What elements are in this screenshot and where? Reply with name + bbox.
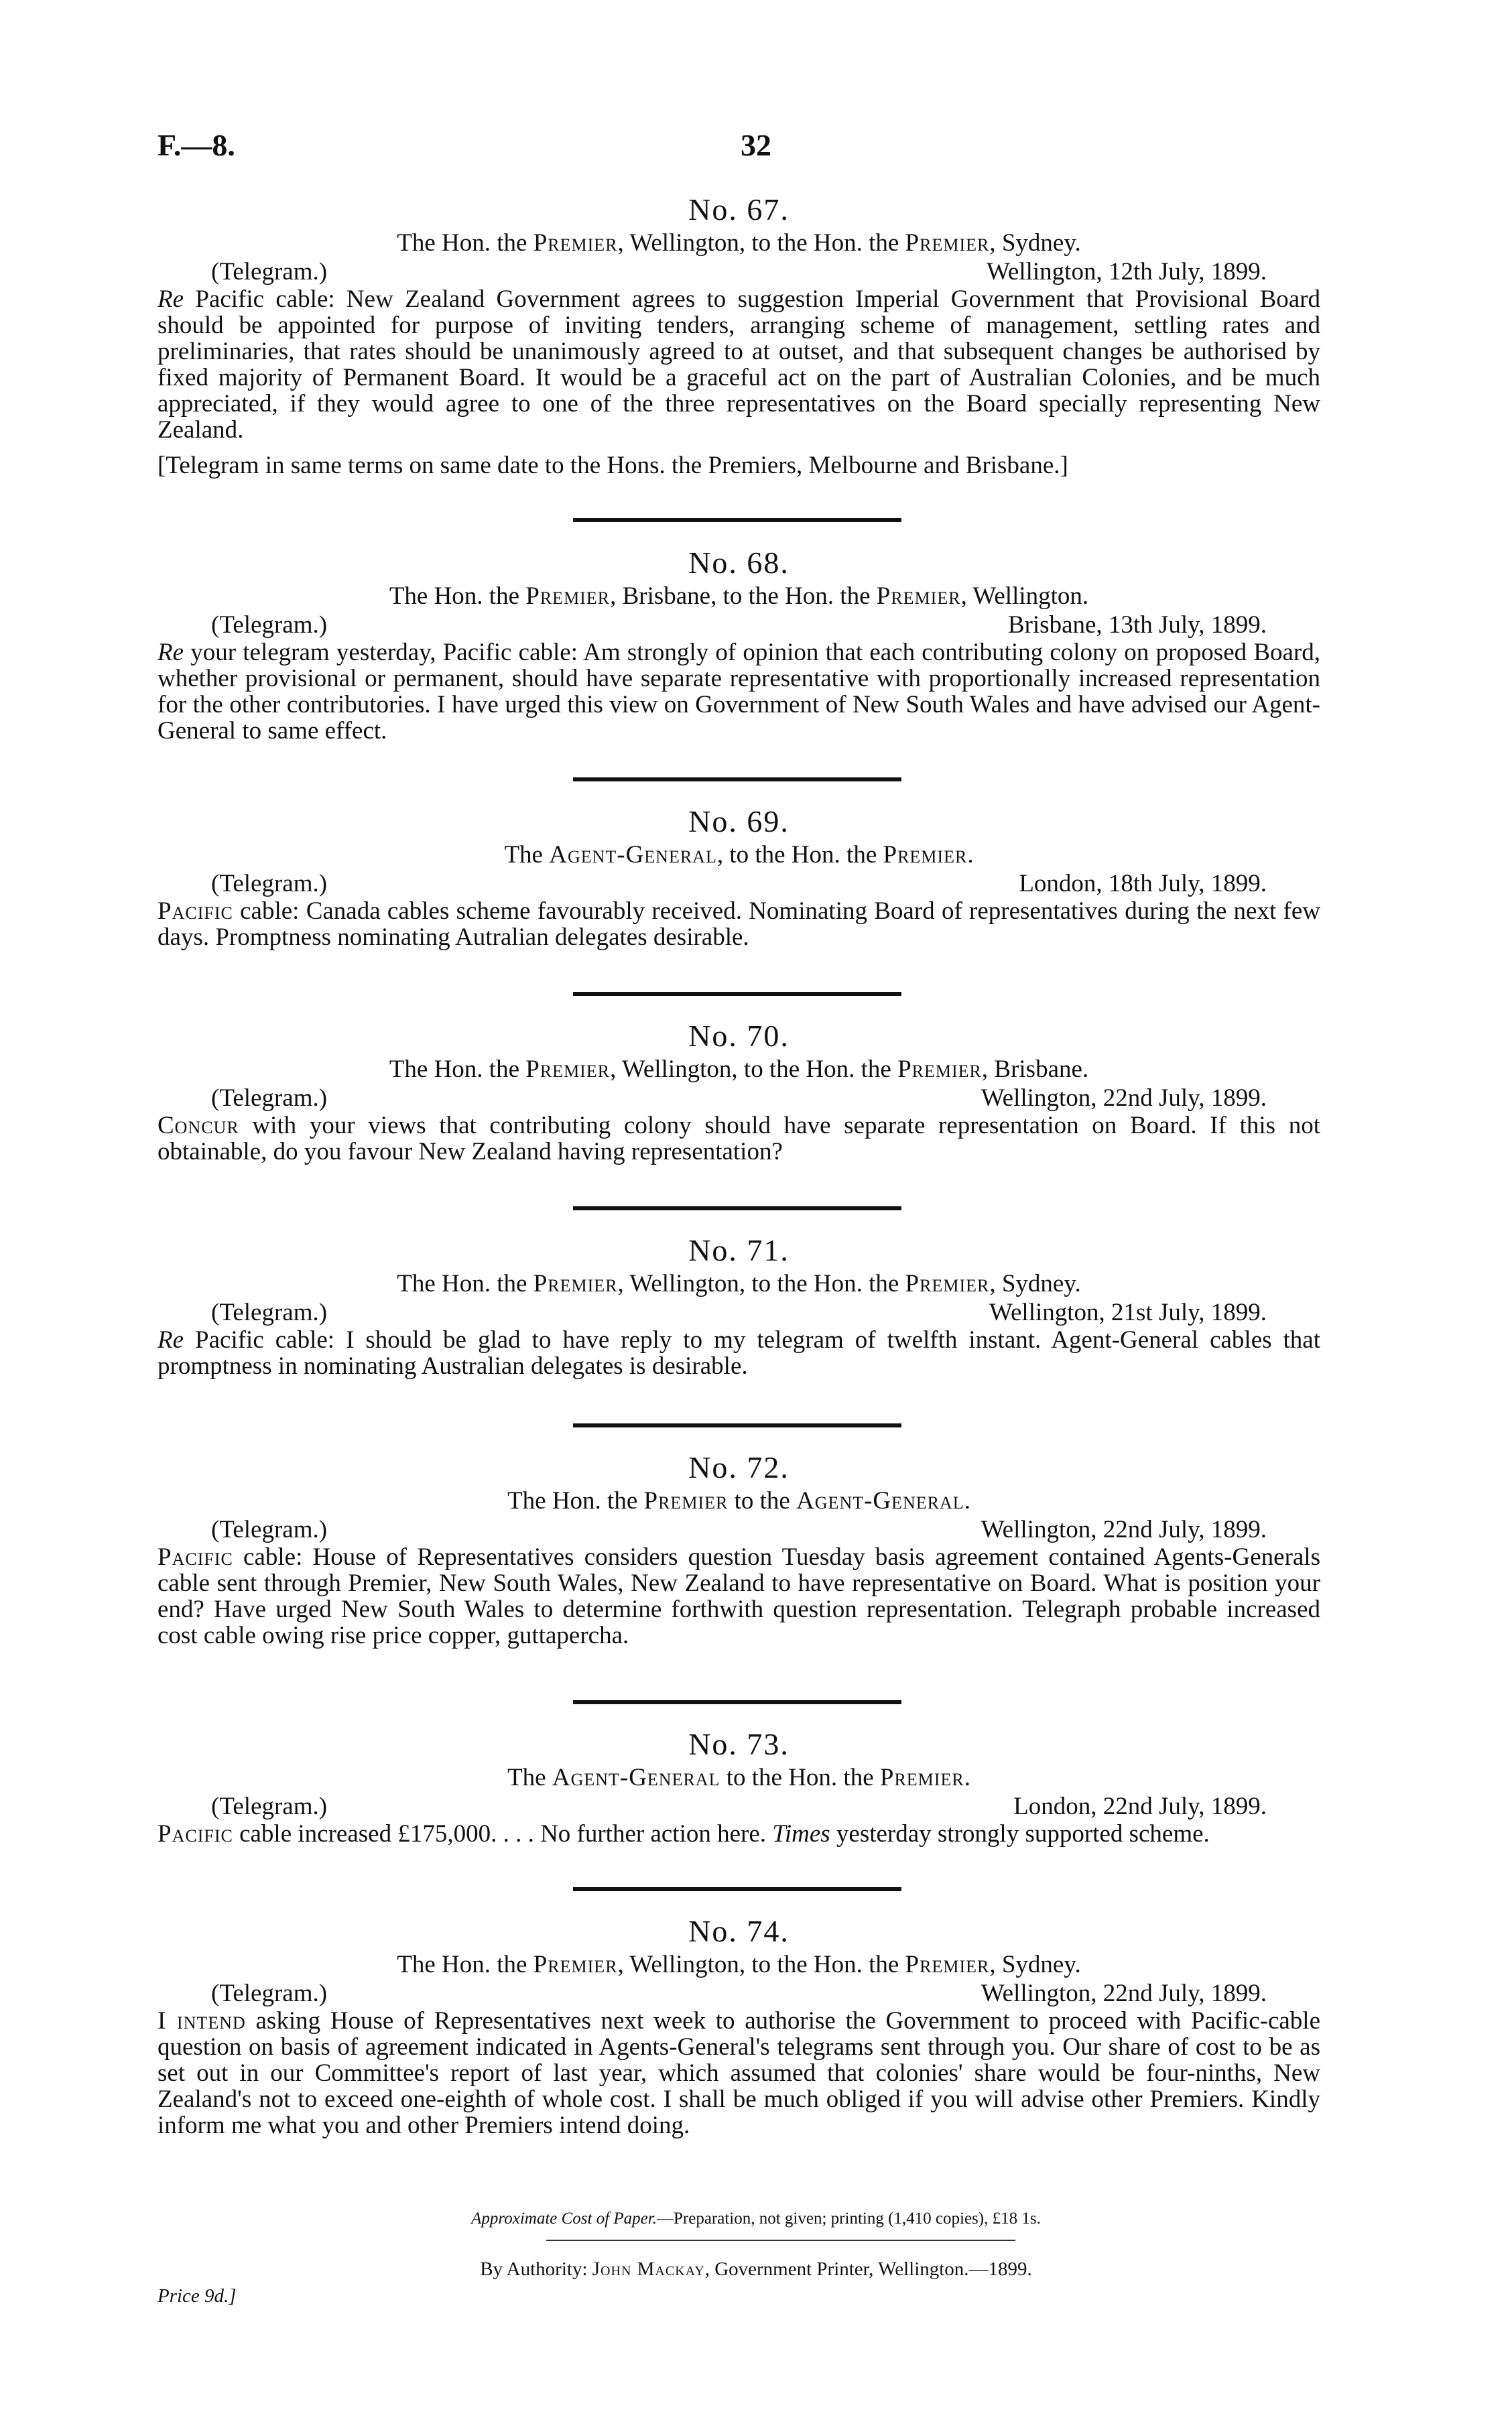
printer-authority: By Authority: John Mackay, Government Printer, Wellington.—1899. — [480, 2258, 1032, 2280]
telegram-sender: The Hon. the Premier, Wellington, to the Hon. the Premier, Sydney. — [397, 229, 1081, 257]
telegram-sender: The Agent-General, to the Hon. the Premier. — [504, 841, 974, 869]
telegram-body: Pacific cable: Canada cables scheme favourably received. Nominating Board of representatives during the next few days. Promptness nominating Autralian delegates desirable. — [158, 897, 1320, 951]
footer-divider — [546, 2240, 1015, 2241]
telegram-number: No. 74. — [688, 1914, 790, 1948]
price-label: Price 9d.] — [158, 2285, 237, 2307]
telegram-body: Re your telegram yesterday, Pacific cable: Am strongly of opinion that each contributing colony on proposed Board, whether provisional or permanent, should have separate representative with proportionally increased representation for the other contributories. I have urged this view on Government of New South Wales and have advised our Agent-General to same effect. — [158, 639, 1320, 745]
telegram-73 — [158, 1726, 1320, 1847]
section-divider — [573, 1206, 901, 1210]
approximate-cost-note: Approximate Cost of Paper.—Preparation, not given; printing (1,410 copies), £18 1s. — [471, 2210, 1041, 2228]
section-divider — [573, 1700, 901, 1704]
telegram-dateline: (Telegram.) London, 22nd July, 1899. — [211, 1793, 1267, 1820]
telegram-number: No. 71. — [688, 1233, 790, 1267]
telegram-71 — [158, 1232, 1320, 1379]
section-divider — [573, 518, 901, 522]
section-divider — [573, 777, 901, 781]
telegram-body: Re Pacific cable: I should be glad to have reply to my telegram of twelfth instant. Agent-General cables that promptness in nominating Australian delegates is desirable. — [158, 1326, 1320, 1380]
telegram-dateline: (Telegram.) Wellington, 22nd July, 1899. — [211, 1516, 1267, 1543]
telegram-body: I intend asking House of Representatives next week to authorise the Government to proceed with Pacific-cable question on basis of agreement indicated in Agents-General's telegrams sent through you. Our share of cost to be as set out in our Committee's report of last year, which assumed that colonies' share would be four-ninths, New Zealand's not to exceed one-eighth of whole cost. I shall be much obliged if you will advise other Premiers. Kindly inform me what you and other Premiers intend doing. — [158, 2007, 1321, 2139]
telegram-sender: The Hon. the Premier, Wellington, to the Hon. the Premier, Sydney. — [397, 1951, 1081, 1978]
telegram-dateline: (Telegram.) Wellington, 12th July, 1899. — [211, 258, 1267, 285]
telegram-note: [Telegram in same terms on same date to the Hons. the Premiers, Melbourne and Brisbane.] — [158, 452, 1068, 479]
telegram-67 — [158, 191, 1320, 479]
telegram-sender: The Hon. the Premier, Wellington, to the Hon. the Premier, Brisbane. — [389, 1056, 1089, 1083]
telegram-number: No. 69. — [688, 804, 790, 838]
page-header — [158, 127, 1354, 174]
telegram-dateline: (Telegram.) Wellington, 22nd July, 1899. — [211, 1084, 1267, 1112]
telegram-number: No. 70. — [688, 1019, 790, 1053]
telegram-dateline: (Telegram.) London, 18th July, 1899. — [211, 870, 1267, 897]
page-number: 32 — [741, 128, 771, 162]
telegram-sender: The Hon. the Premier, Wellington, to the Hon. the Premier, Sydney. — [397, 1270, 1081, 1297]
section-divider — [573, 1423, 901, 1427]
telegram-74 — [158, 1913, 1320, 2138]
telegram-sender: The Agent-General to the Hon. the Premier. — [507, 1764, 970, 1791]
telegram-body: Concur with your views that contributing colony should have separate representation on Board. If this not obtainable, do you favour New Zealand having representation? — [158, 1112, 1320, 1165]
telegram-number: No. 73. — [688, 1727, 790, 1761]
telegram-number: No. 68. — [688, 546, 790, 580]
telegram-69 — [158, 803, 1320, 950]
telegram-body: Re Pacific cable: New Zealand Government agrees to suggestion Imperial Government that Provisional Board should be appointed for purpose of inviting tenders, arranging scheme of management, settling rates and preliminaries, that rates should be unanimously agreed to at outset, and that subsequent changes be authorised by fixed majority of Permanent Board. It would be a graceful act on the part of Australian Colonies, and be much appreciated, if they would agree to one of the three representatives on the Board specially representing New Zealand. — [158, 285, 1320, 444]
telegram-number: No. 72. — [688, 1450, 790, 1484]
telegram-number: No. 67. — [688, 192, 790, 227]
telegram-body: Pacific cable increased £175,000. . . . No further action here. Times yesterday strongly supported scheme. — [158, 1820, 1210, 1848]
telegram-70 — [158, 1017, 1320, 1165]
telegram-body: Pacific cable: House of Representatives considers question Tuesday basis agreement contained Agents-Generals cable sent through Premier, New South Wales, New Zealand to have representative on Board. What is position your end? Have urged New South Wales to determine forthwith question representation. Telegraph probable increased cost cable owing rise price copper, guttapercha. — [158, 1543, 1320, 1649]
telegram-sender: The Hon. the Premier to the Agent-General. — [507, 1487, 970, 1515]
telegram-68 — [158, 544, 1320, 744]
telegram-dateline: (Telegram.) Wellington, 21st July, 1899. — [211, 1299, 1267, 1326]
telegram-72 — [158, 1449, 1320, 1649]
telegram-dateline: (Telegram.) Brisbane, 13th July, 1899. — [211, 611, 1267, 639]
telegram-dateline: (Telegram.) Wellington, 22nd July, 1899. — [211, 1980, 1267, 2007]
section-divider — [573, 1887, 901, 1891]
paper-reference: F.—8. — [158, 128, 235, 162]
telegram-sender: The Hon. the Premier, Brisbane, to the Hon. the Premier, Wellington. — [389, 582, 1089, 610]
section-divider — [573, 992, 901, 996]
